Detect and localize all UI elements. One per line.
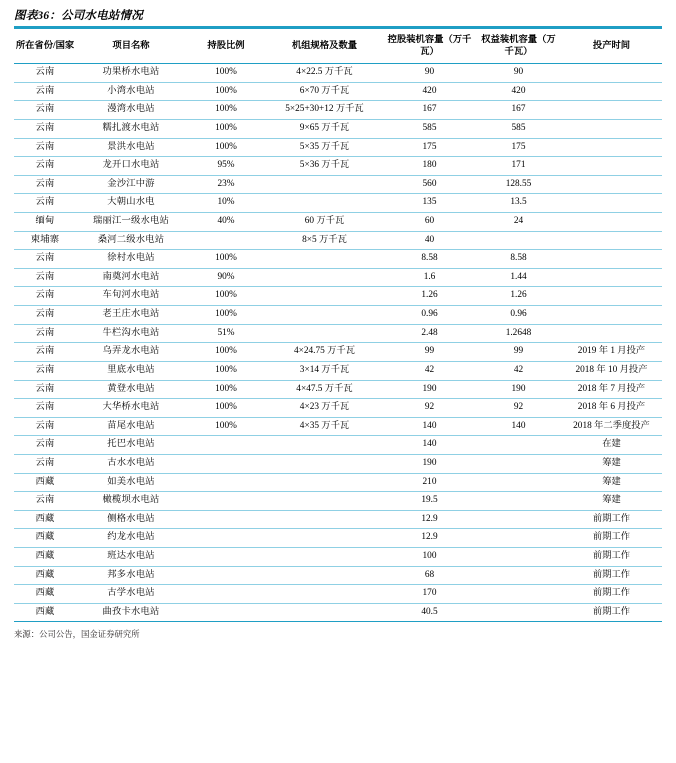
cell-ownership: 100% (186, 138, 266, 157)
cell-commission-time: 2019 年 1 月投产 (561, 343, 662, 362)
cell-province: 云南 (14, 250, 76, 269)
cell-ownership (186, 566, 266, 585)
cell-controlled-capacity: 40.5 (383, 603, 476, 622)
cell-ownership (186, 454, 266, 473)
cell-unit-spec (266, 194, 383, 213)
cell-equity-capacity: 1.26 (476, 287, 561, 306)
cell-ownership (186, 529, 266, 548)
cell-ownership: 10% (186, 194, 266, 213)
cell-project-name: 功果桥水电站 (76, 64, 186, 83)
table-row (14, 138, 662, 157)
cell-commission-time (561, 175, 662, 194)
column-header-project-name: 项目名称 (76, 29, 186, 64)
cell-ownership (186, 231, 266, 250)
cell-project-name: 橄榄坝水电站 (76, 492, 186, 511)
cell-project-name: 大华桥水电站 (76, 399, 186, 418)
cell-controlled-capacity: 140 (383, 417, 476, 436)
cell-project-name: 瑞丽江一级水电站 (76, 213, 186, 232)
cell-equity-capacity (476, 510, 561, 529)
table-row (14, 603, 662, 622)
cell-province: 云南 (14, 268, 76, 287)
cell-controlled-capacity: 92 (383, 399, 476, 418)
cell-equity-capacity (476, 603, 561, 622)
cell-unit-spec (266, 548, 383, 567)
cell-controlled-capacity: 100 (383, 548, 476, 567)
cell-project-name: 金沙江中游 (76, 175, 186, 194)
cell-commission-time: 筹建 (561, 454, 662, 473)
table-row (14, 101, 662, 120)
column-header-ownership: 持股比例 (186, 29, 266, 64)
table-row (14, 306, 662, 325)
cell-project-name: 大朝山水电 (76, 194, 186, 213)
cell-unit-spec (266, 566, 383, 585)
cell-controlled-capacity: 40 (383, 231, 476, 250)
table-row (14, 473, 662, 492)
cell-unit-spec (266, 175, 383, 194)
cell-ownership: 100% (186, 343, 266, 362)
cell-project-name: 车旬河水电站 (76, 287, 186, 306)
cell-province: 西藏 (14, 473, 76, 492)
cell-unit-spec (266, 473, 383, 492)
cell-controlled-capacity: 170 (383, 585, 476, 604)
cell-equity-capacity: 0.96 (476, 306, 561, 325)
cell-province: 缅甸 (14, 213, 76, 232)
table-row (14, 324, 662, 343)
cell-unit-spec: 4×24.75 万千瓦 (266, 343, 383, 362)
exhibit-page (0, 6, 676, 763)
cell-ownership (186, 603, 266, 622)
cell-commission-time (561, 213, 662, 232)
cell-province: 云南 (14, 101, 76, 120)
cell-equity-capacity: 1.44 (476, 268, 561, 287)
cell-unit-spec: 8×5 万千瓦 (266, 231, 383, 250)
cell-equity-capacity: 8.58 (476, 250, 561, 269)
cell-province: 柬埔寨 (14, 231, 76, 250)
cell-ownership (186, 585, 266, 604)
cell-province: 云南 (14, 138, 76, 157)
cell-unit-spec (266, 603, 383, 622)
cell-unit-spec (266, 510, 383, 529)
cell-province: 云南 (14, 454, 76, 473)
cell-unit-spec: 6×70 万千瓦 (266, 82, 383, 101)
cell-commission-time (561, 101, 662, 120)
cell-project-name: 糯扎渡水电站 (76, 119, 186, 138)
cell-project-name: 牛栏沟水电站 (76, 324, 186, 343)
cell-equity-capacity (476, 548, 561, 567)
cell-province: 云南 (14, 399, 76, 418)
hydropower-stations-table (14, 28, 662, 622)
cell-controlled-capacity: 12.9 (383, 529, 476, 548)
cell-equity-capacity: 585 (476, 119, 561, 138)
cell-unit-spec: 5×36 万千瓦 (266, 157, 383, 176)
table-row (14, 361, 662, 380)
exhibit-title-bar (14, 6, 662, 28)
table-row (14, 213, 662, 232)
cell-controlled-capacity: 420 (383, 82, 476, 101)
cell-project-name: 侧格水电站 (76, 510, 186, 529)
cell-unit-spec: 9×65 万千瓦 (266, 119, 383, 138)
cell-project-name: 苗尾水电站 (76, 417, 186, 436)
cell-equity-capacity: 13.5 (476, 194, 561, 213)
cell-commission-time: 前期工作 (561, 529, 662, 548)
table-row (14, 380, 662, 399)
cell-province: 云南 (14, 175, 76, 194)
cell-project-name: 如美水电站 (76, 473, 186, 492)
cell-equity-capacity: 1.2648 (476, 324, 561, 343)
cell-commission-time (561, 306, 662, 325)
column-header-province: 所在省份/国家 (14, 29, 76, 64)
cell-unit-spec: 3×14 万千瓦 (266, 361, 383, 380)
table-row (14, 194, 662, 213)
cell-project-name: 古水水电站 (76, 454, 186, 473)
cell-ownership (186, 492, 266, 511)
cell-province: 云南 (14, 417, 76, 436)
cell-commission-time (561, 250, 662, 269)
cell-project-name: 小湾水电站 (76, 82, 186, 101)
cell-unit-spec (266, 324, 383, 343)
cell-unit-spec (266, 250, 383, 269)
cell-commission-time (561, 194, 662, 213)
table-row (14, 287, 662, 306)
cell-ownership: 100% (186, 101, 266, 120)
table-row (14, 566, 662, 585)
cell-controlled-capacity: 2.48 (383, 324, 476, 343)
cell-commission-time: 筹建 (561, 473, 662, 492)
cell-ownership: 40% (186, 213, 266, 232)
cell-province: 西藏 (14, 566, 76, 585)
cell-controlled-capacity: 210 (383, 473, 476, 492)
cell-unit-spec: 4×35 万千瓦 (266, 417, 383, 436)
cell-province: 云南 (14, 492, 76, 511)
cell-commission-time: 筹建 (561, 492, 662, 511)
cell-commission-time (561, 82, 662, 101)
cell-ownership: 100% (186, 64, 266, 83)
cell-project-name: 老王庄水电站 (76, 306, 186, 325)
cell-ownership: 100% (186, 119, 266, 138)
cell-ownership: 90% (186, 268, 266, 287)
cell-equity-capacity: 90 (476, 64, 561, 83)
cell-equity-capacity: 99 (476, 343, 561, 362)
cell-commission-time: 2018 年二季度投产 (561, 417, 662, 436)
cell-controlled-capacity: 60 (383, 213, 476, 232)
cell-controlled-capacity: 135 (383, 194, 476, 213)
cell-commission-time: 前期工作 (561, 548, 662, 567)
cell-controlled-capacity: 560 (383, 175, 476, 194)
cell-commission-time (561, 231, 662, 250)
cell-commission-time (561, 287, 662, 306)
cell-controlled-capacity: 68 (383, 566, 476, 585)
cell-unit-spec (266, 268, 383, 287)
table-row (14, 82, 662, 101)
cell-province: 西藏 (14, 510, 76, 529)
cell-equity-capacity: 175 (476, 138, 561, 157)
cell-commission-time: 前期工作 (561, 603, 662, 622)
table-row (14, 417, 662, 436)
cell-controlled-capacity: 190 (383, 454, 476, 473)
column-header-controlled-capacity: 控股装机容量（万千瓦） (383, 29, 476, 64)
cell-project-name: 约龙水电站 (76, 529, 186, 548)
cell-project-name: 龙开口水电站 (76, 157, 186, 176)
cell-ownership: 100% (186, 361, 266, 380)
cell-equity-capacity: 167 (476, 101, 561, 120)
cell-equity-capacity (476, 585, 561, 604)
cell-commission-time: 前期工作 (561, 566, 662, 585)
table-row (14, 548, 662, 567)
cell-controlled-capacity: 140 (383, 436, 476, 455)
cell-controlled-capacity: 90 (383, 64, 476, 83)
cell-ownership: 51% (186, 324, 266, 343)
cell-project-name: 托巴水电站 (76, 436, 186, 455)
cell-controlled-capacity: 0.96 (383, 306, 476, 325)
cell-commission-time: 2018 年 10 月投产 (561, 361, 662, 380)
table-row (14, 231, 662, 250)
cell-province: 云南 (14, 194, 76, 213)
cell-province: 云南 (14, 82, 76, 101)
table-row (14, 268, 662, 287)
cell-project-name: 邦多水电站 (76, 566, 186, 585)
cell-province: 西藏 (14, 585, 76, 604)
cell-ownership: 100% (186, 417, 266, 436)
cell-project-name: 黄登水电站 (76, 380, 186, 399)
cell-equity-capacity: 420 (476, 82, 561, 101)
cell-controlled-capacity: 175 (383, 138, 476, 157)
cell-province: 云南 (14, 361, 76, 380)
table-row (14, 492, 662, 511)
cell-ownership (186, 473, 266, 492)
cell-province: 云南 (14, 287, 76, 306)
table-row (14, 175, 662, 194)
cell-project-name: 景洪水电站 (76, 138, 186, 157)
cell-equity-capacity (476, 529, 561, 548)
cell-equity-capacity: 24 (476, 213, 561, 232)
table-row (14, 510, 662, 529)
table-row (14, 343, 662, 362)
page-title: 图表36：公司水电站情况 (14, 10, 143, 22)
cell-province: 云南 (14, 380, 76, 399)
cell-controlled-capacity: 8.58 (383, 250, 476, 269)
table-row (14, 157, 662, 176)
cell-unit-spec: 5×25+30+12 万千瓦 (266, 101, 383, 120)
cell-project-name: 徐村水电站 (76, 250, 186, 269)
cell-controlled-capacity: 180 (383, 157, 476, 176)
column-header-equity-capacity: 权益装机容量（万千瓦） (476, 29, 561, 64)
cell-province: 西藏 (14, 548, 76, 567)
cell-commission-time (561, 324, 662, 343)
cell-province: 西藏 (14, 603, 76, 622)
cell-unit-spec (266, 436, 383, 455)
cell-ownership: 100% (186, 82, 266, 101)
cell-unit-spec (266, 306, 383, 325)
cell-province: 云南 (14, 306, 76, 325)
cell-project-name: 里底水电站 (76, 361, 186, 380)
table-header-row (14, 29, 662, 64)
cell-commission-time: 2018 年 6 月投产 (561, 399, 662, 418)
cell-commission-time (561, 157, 662, 176)
cell-controlled-capacity: 99 (383, 343, 476, 362)
table-row (14, 119, 662, 138)
cell-controlled-capacity: 585 (383, 119, 476, 138)
cell-province: 西藏 (14, 529, 76, 548)
column-header-unit-spec: 机组规格及数量 (266, 29, 383, 64)
cell-unit-spec: 4×23 万千瓦 (266, 399, 383, 418)
cell-ownership: 100% (186, 399, 266, 418)
table-body (14, 64, 662, 622)
cell-equity-capacity (476, 436, 561, 455)
cell-equity-capacity: 128.55 (476, 175, 561, 194)
cell-ownership (186, 548, 266, 567)
cell-commission-time (561, 64, 662, 83)
table-row (14, 436, 662, 455)
table-row (14, 454, 662, 473)
table-header (14, 29, 662, 64)
cell-project-name: 曲孜卡水电站 (76, 603, 186, 622)
cell-unit-spec (266, 454, 383, 473)
cell-ownership (186, 436, 266, 455)
cell-equity-capacity: 140 (476, 417, 561, 436)
cell-province: 云南 (14, 324, 76, 343)
cell-ownership: 100% (186, 250, 266, 269)
cell-controlled-capacity: 1.26 (383, 287, 476, 306)
table-row (14, 585, 662, 604)
cell-controlled-capacity: 42 (383, 361, 476, 380)
cell-commission-time: 前期工作 (561, 510, 662, 529)
table-row (14, 529, 662, 548)
cell-unit-spec: 4×22.5 万千瓦 (266, 64, 383, 83)
cell-controlled-capacity: 190 (383, 380, 476, 399)
cell-province: 云南 (14, 119, 76, 138)
cell-commission-time: 2018 年 7 月投产 (561, 380, 662, 399)
cell-ownership (186, 510, 266, 529)
cell-equity-capacity: 42 (476, 361, 561, 380)
cell-province: 云南 (14, 343, 76, 362)
cell-equity-capacity: 171 (476, 157, 561, 176)
cell-controlled-capacity: 1.6 (383, 268, 476, 287)
cell-province: 云南 (14, 436, 76, 455)
cell-equity-capacity (476, 473, 561, 492)
cell-project-name: 古学水电站 (76, 585, 186, 604)
cell-province: 云南 (14, 157, 76, 176)
cell-equity-capacity: 92 (476, 399, 561, 418)
cell-ownership: 95% (186, 157, 266, 176)
cell-unit-spec (266, 529, 383, 548)
cell-province: 云南 (14, 64, 76, 83)
cell-ownership: 23% (186, 175, 266, 194)
cell-project-name: 班达水电站 (76, 548, 186, 567)
table-row (14, 250, 662, 269)
cell-unit-spec (266, 492, 383, 511)
table-row (14, 64, 662, 83)
source-note: 来源：公司公告，国金证券研究所 (14, 630, 140, 640)
cell-project-name: 乌弄龙水电站 (76, 343, 186, 362)
cell-commission-time (561, 268, 662, 287)
cell-unit-spec (266, 585, 383, 604)
cell-ownership: 100% (186, 380, 266, 399)
cell-equity-capacity (476, 454, 561, 473)
cell-project-name: 南奠河水电站 (76, 268, 186, 287)
cell-equity-capacity (476, 231, 561, 250)
cell-ownership: 100% (186, 306, 266, 325)
cell-equity-capacity (476, 492, 561, 511)
cell-commission-time: 在建 (561, 436, 662, 455)
cell-controlled-capacity: 167 (383, 101, 476, 120)
cell-unit-spec: 5×35 万千瓦 (266, 138, 383, 157)
cell-commission-time (561, 138, 662, 157)
cell-project-name: 漫湾水电站 (76, 101, 186, 120)
cell-equity-capacity: 190 (476, 380, 561, 399)
cell-controlled-capacity: 12.9 (383, 510, 476, 529)
table-row (14, 399, 662, 418)
cell-unit-spec (266, 287, 383, 306)
cell-unit-spec: 60 万千瓦 (266, 213, 383, 232)
cell-controlled-capacity: 19.5 (383, 492, 476, 511)
cell-commission-time (561, 119, 662, 138)
cell-project-name: 桑河二级水电站 (76, 231, 186, 250)
cell-commission-time: 前期工作 (561, 585, 662, 604)
cell-ownership: 100% (186, 287, 266, 306)
cell-equity-capacity (476, 566, 561, 585)
cell-unit-spec: 4×47.5 万千瓦 (266, 380, 383, 399)
column-header-commission-time: 投产时间 (561, 29, 662, 64)
